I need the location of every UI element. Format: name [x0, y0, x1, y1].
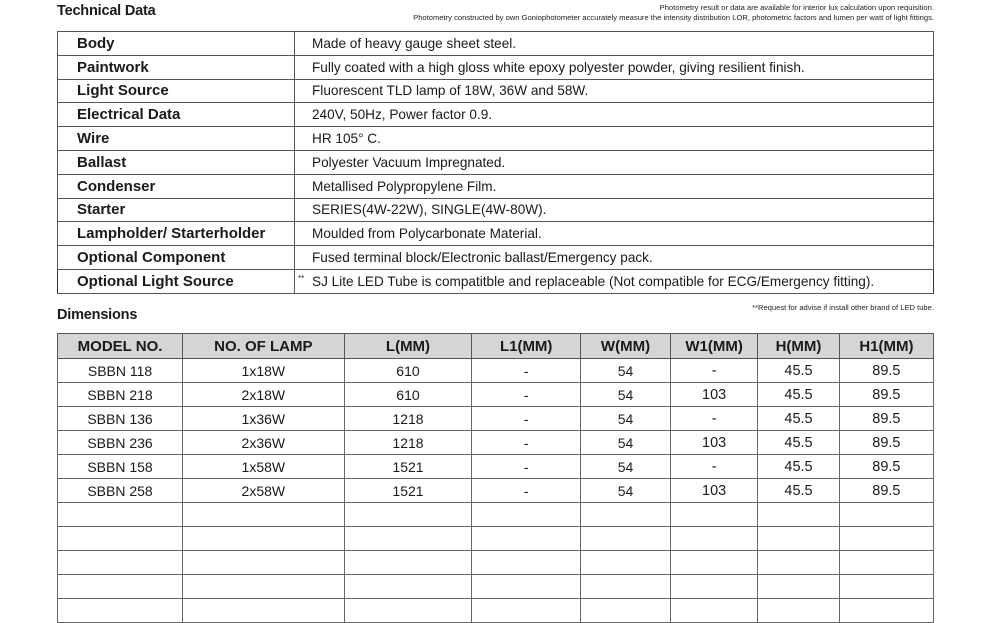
column-header: H(MM) — [758, 334, 840, 359]
table-cell — [758, 575, 840, 599]
spec-value-cell — [295, 127, 934, 151]
spec-value-cell — [295, 79, 934, 103]
spec-value-cell — [295, 174, 934, 198]
spec-value: Moulded from Polycarbonate Material. — [312, 226, 542, 242]
table-cell — [580, 575, 670, 599]
table-cell: 45.5 — [758, 455, 840, 479]
spec-value: Fully coated with a high gloss white epoxy polyester powder, giving resilient finish. — [312, 59, 805, 75]
spec-label: Ballast — [58, 150, 295, 174]
photometry-note-line-2: Photometry constructed by own Goniophotometer accurately measure the intensity distribution LOR, photometric factors and lumen per watt of light fittings. — [413, 12, 934, 22]
table-cell — [58, 599, 183, 623]
table-cell — [839, 527, 933, 551]
table-cell — [183, 503, 344, 527]
table-cell — [472, 503, 581, 527]
table-cell — [839, 551, 933, 575]
table-cell — [671, 527, 758, 551]
spec-value-cell — [295, 222, 934, 246]
table-cell: 1x18W — [183, 359, 344, 383]
table-cell: 89.5 — [839, 407, 933, 431]
column-header: H1(MM) — [839, 334, 933, 359]
spec-value: Made of heavy gauge sheet steel. — [312, 35, 517, 51]
table-cell: 1218 — [344, 407, 472, 431]
spec-row — [58, 198, 934, 222]
spec-label: Body — [58, 32, 295, 56]
spec-label: Condenser — [58, 174, 295, 198]
spec-label: Wire — [58, 127, 295, 151]
table-cell: 1x36W — [183, 407, 344, 431]
table-cell: - — [472, 455, 581, 479]
dimensions-table — [57, 333, 934, 623]
table-cell — [183, 575, 344, 599]
table-cell: SBBN 258 — [58, 479, 183, 503]
dimensions-header-row — [58, 334, 934, 359]
table-cell: - — [472, 431, 581, 455]
technical-data-heading: Technical Data — [57, 3, 156, 19]
spec-row — [58, 269, 934, 293]
table-cell: - — [671, 455, 758, 479]
spec-row — [58, 222, 934, 246]
table-cell — [344, 503, 472, 527]
table-cell — [758, 527, 840, 551]
table-cell: 2x36W — [183, 431, 344, 455]
table-cell: SBBN 236 — [58, 431, 183, 455]
table-row — [58, 383, 934, 407]
table-row — [58, 407, 934, 431]
table-cell — [472, 599, 581, 623]
table-cell: - — [472, 407, 581, 431]
table-cell: 89.5 — [839, 383, 933, 407]
spec-value: HR 105° C. — [312, 131, 381, 147]
table-cell — [580, 599, 670, 623]
table-cell: 54 — [580, 407, 670, 431]
table-cell: - — [472, 383, 581, 407]
empty-row — [58, 551, 934, 575]
empty-row — [58, 575, 934, 599]
table-cell: 45.5 — [758, 479, 840, 503]
spec-label: Starter — [58, 198, 295, 222]
table-cell — [183, 527, 344, 551]
table-cell: 1521 — [344, 479, 472, 503]
photometry-note-line-1: Photometry result or data are available for interior lux calculation upon requisition. — [659, 3, 934, 12]
table-cell — [58, 575, 183, 599]
spec-value-cell — [295, 198, 934, 222]
table-cell — [758, 503, 840, 527]
table-cell: SBBN 118 — [58, 359, 183, 383]
table-cell — [839, 599, 933, 623]
spec-value: SERIES(4W-22W), SINGLE(4W-80W). — [312, 202, 547, 218]
empty-row — [58, 599, 934, 623]
column-header: L1(MM) — [472, 334, 581, 359]
table-cell: 103 — [671, 479, 758, 503]
spec-label: Electrical Data — [58, 103, 295, 127]
table-cell: 54 — [580, 359, 670, 383]
table-cell: SBBN 158 — [58, 455, 183, 479]
table-cell: 1521 — [344, 455, 472, 479]
table-cell: 54 — [580, 431, 670, 455]
table-cell: 2x58W — [183, 479, 344, 503]
table-cell — [671, 575, 758, 599]
spec-row — [58, 246, 934, 270]
table-cell — [839, 575, 933, 599]
table-cell: 610 — [344, 359, 472, 383]
table-cell: 103 — [671, 383, 758, 407]
table-cell: 89.5 — [839, 479, 933, 503]
spec-label: Paintwork — [58, 55, 295, 79]
spec-row — [58, 127, 934, 151]
column-header: NO. OF LAMP — [183, 334, 344, 359]
table-cell: SBBN 136 — [58, 407, 183, 431]
photometry-note — [413, 3, 934, 22]
spec-label: Light Source — [58, 79, 295, 103]
table-cell: - — [472, 479, 581, 503]
spec-label: Optional Component — [58, 246, 295, 270]
spec-value: Polyester Vacuum Impregnated. — [312, 154, 506, 170]
spec-label: Optional Light Source — [58, 269, 295, 293]
empty-row — [58, 503, 934, 527]
empty-row — [58, 527, 934, 551]
spec-label: Lampholder/ Starterholder — [58, 222, 295, 246]
table-cell — [344, 599, 472, 623]
table-row — [58, 455, 934, 479]
table-cell — [183, 551, 344, 575]
dimensions-heading: Dimensions — [57, 307, 138, 323]
table-cell — [58, 527, 183, 551]
table-cell: 54 — [580, 455, 670, 479]
column-header: L(MM) — [344, 334, 472, 359]
spec-value-cell — [295, 269, 934, 293]
table-cell — [344, 551, 472, 575]
spec-row — [58, 55, 934, 79]
table-cell: 89.5 — [839, 359, 933, 383]
table-cell — [758, 599, 840, 623]
table-cell — [58, 551, 183, 575]
table-cell: 89.5 — [839, 431, 933, 455]
column-header: MODEL NO. — [58, 334, 183, 359]
spec-value: Metallised Polypropylene Film. — [312, 178, 497, 194]
table-cell: - — [671, 359, 758, 383]
table-cell: 54 — [580, 479, 670, 503]
table-row — [58, 479, 934, 503]
table-cell: 54 — [580, 383, 670, 407]
table-cell: 45.5 — [758, 407, 840, 431]
table-cell: 89.5 — [839, 455, 933, 479]
table-cell — [472, 575, 581, 599]
spec-row — [58, 79, 934, 103]
table-cell: 610 — [344, 383, 472, 407]
spec-value: SJ Lite LED Tube is compatitble and replaceable (Not compatible for ECG/Emergency fitting). — [312, 273, 875, 289]
table-cell — [671, 551, 758, 575]
table-cell: 45.5 — [758, 431, 840, 455]
spec-value: Fluorescent TLD lamp of 18W, 36W and 58W. — [312, 83, 589, 99]
spec-value-cell — [295, 246, 934, 270]
table-cell — [344, 575, 472, 599]
table-cell: 45.5 — [758, 383, 840, 407]
table-cell: 45.5 — [758, 359, 840, 383]
table-cell — [183, 599, 344, 623]
footnote-marker: ** — [298, 273, 305, 283]
led-request-note: **Request for advise if install other brand of LED tube. — [752, 303, 934, 312]
table-cell: - — [472, 359, 581, 383]
spec-row — [58, 174, 934, 198]
table-cell — [671, 599, 758, 623]
table-cell — [58, 503, 183, 527]
table-cell — [580, 551, 670, 575]
table-cell — [671, 503, 758, 527]
spec-value: 240V, 50Hz, Power factor 0.9. — [312, 107, 493, 123]
table-cell: 103 — [671, 431, 758, 455]
table-row — [58, 431, 934, 455]
table-cell — [472, 527, 581, 551]
spec-row — [58, 150, 934, 174]
spec-row — [58, 103, 934, 127]
table-cell — [580, 503, 670, 527]
spec-value-cell — [295, 103, 934, 127]
spec-value-cell — [295, 55, 934, 79]
column-header: W1(MM) — [671, 334, 758, 359]
table-cell: 1218 — [344, 431, 472, 455]
table-cell: 1x58W — [183, 455, 344, 479]
table-cell: SBBN 218 — [58, 383, 183, 407]
spec-value: Fused terminal block/Electronic ballast/Emergency pack. — [312, 250, 653, 266]
table-row — [58, 359, 934, 383]
table-cell: - — [671, 407, 758, 431]
table-cell — [758, 551, 840, 575]
table-cell: 2x18W — [183, 383, 344, 407]
technical-data-table — [57, 31, 934, 294]
spec-row — [58, 32, 934, 56]
column-header: W(MM) — [580, 334, 670, 359]
table-cell — [344, 527, 472, 551]
table-cell — [472, 551, 581, 575]
table-cell — [839, 503, 933, 527]
table-cell — [580, 527, 670, 551]
spec-value-cell — [295, 150, 934, 174]
spec-value-cell — [295, 32, 934, 56]
